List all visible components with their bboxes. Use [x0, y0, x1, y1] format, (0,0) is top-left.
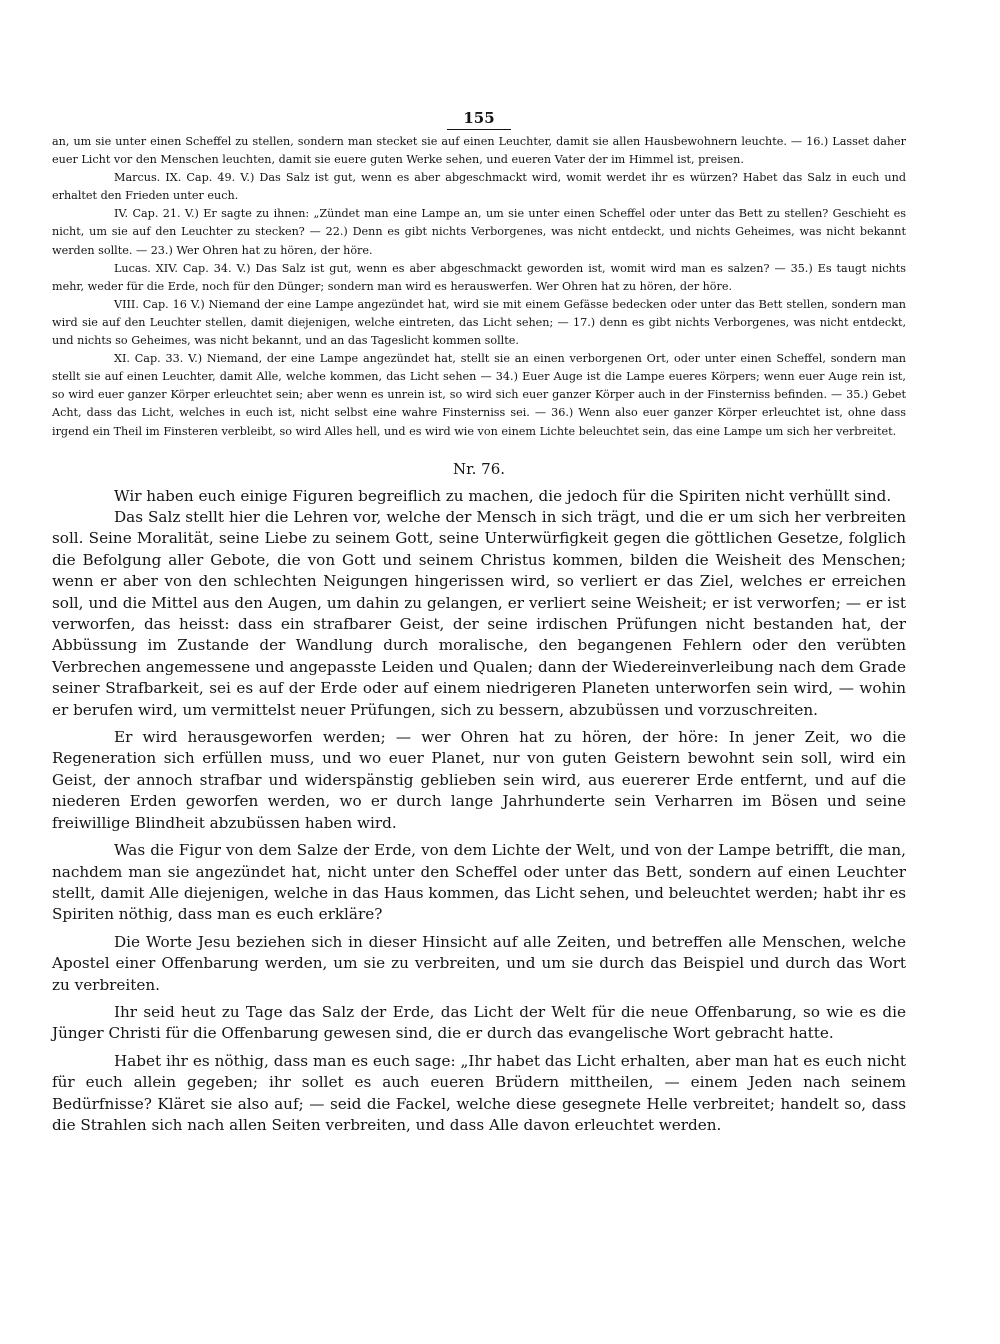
body-text: [52, 486, 906, 1137]
note-paragraph: Lucas. XIV. Cap. 34. V.) Das Salz ist gut, wenn es aber abgeschmackt geworden ist, womit wird man es salzen? — 35.) Es taugt nichts mehr, weder für die Erde, noch für den Dünger; sondern man wird es herauswerfen. Wer Ohren hat zu hören, der höre.: [52, 261, 906, 293]
body-paragraph: Ihr seid heut zu Tage das Salz der Erde, das Licht der Welt für die neue Offenbarung, so wie es die Jünger Christi für die Offenbarung gewesen sind, die er durch das evangelische Wort gebracht hatte.: [52, 1002, 906, 1043]
note-paragraph: Marcus. IX. Cap. 49. V.) Das Salz ist gut, wenn es aber abgeschmackt wird, womit werdet ihr es würzen? Habet das Salz in euch und erhaltet den Frieden unter euch.: [52, 171, 906, 203]
body-paragraph: Das Salz stellt hier die Lehren vor, welche der Mensch in sich trägt, und die er um sich her verbreiten soll. Seine Moralität, seine Liebe zu seinem Gott, seine Unterwürfigkeit gegen die göttlichen Gesetze, folglich die Befolgung aller Gebote, die von Gott und seinem Christus kommen, bilden die Weisheit des Menschen; wenn er aber von den schlechten Neigungen hingerissen wird, so verliert er das Ziel, welches er erreichen soll, und die Mittel aus den Augen, um dahin zu gelangen, er verliert seine Weisheit; er ist verworfen; — er ist verworfen, das heisst: dass ein strafbarer Geist, der seine irdischen Prüfungen nicht bestanden hat, der Abbüssung im Zustande der Wandlung durch moralische, den begangenen Fehlern oder den verübten Verbrechen angemessene und angepasste Leiden und Qualen; dann der Wiedereinverleibung nach dem Grade seiner Strafbarkeit, sei es auf der Erde oder auf einem niedrigeren Planeten unterworfen sein wird, — wohin er berufen wird, um vermittelst neuer Prüfungen, sich zu bessern, abzubüssen und vorzuschreiten.: [52, 508, 906, 719]
body-paragraph: Habet ihr es nöthig, dass man es euch sage: „Ihr habet das Licht erhalten, aber man hat es euch nicht für euch allein gegeben; ihr sollet es auch eueren Brüdern mittheilen, — einem Jeden nach seinem Bedürfnisse? Kläret sie also auf; — seid die Fackel, welche diese gesegnete Helle verbreitet; handelt so, dass die Strahlen sich nach allen Seiten verbreiten, und dass Alle davon erleuchtet werden.: [52, 1051, 906, 1134]
note-paragraph: IV. Cap. 21. V.) Er sagte zu ihnen: „Zündet man eine Lampe an, um sie unter einen Scheffel oder unter das Bett zu stellen? Geschieht es nicht, um sie auf den Leuchter zu stecken? — 22.) Denn es gibt nichts Verborgenes, was nicht entdeckt, und nichts Geheimes, was nicht bekannt werden sollte. — 23.) Wer Ohren hat zu hören, der höre.: [52, 207, 906, 257]
note-paragraph: VIII. Cap. 16 V.) Niemand der eine Lampe angezündet hat, wird sie mit einem Gefässe bedecken oder unter das Bett stellen, sondern man wird sie auf den Leuchter stellen, damit diejenigen, welche eintreten, das Licht sehen; — 17.) denn es gibt nichts Verborgenes, was nicht entdeckt, und nichts so Geheimes, was nicht bekannt, und an das Tageslicht kommen sollte.: [52, 297, 906, 348]
page-number: 155: [52, 108, 906, 130]
body-paragraph: Wir haben euch einige Figuren begreiflich zu machen, die jedoch für die Spiriten nicht verhüllt sind.: [114, 486, 892, 505]
section-title: Nr. 76.: [452, 459, 506, 478]
body-paragraph: Was die Figur von dem Salze der Erde, von dem Lichte der Welt, und von der Lampe betrifft, die man, nachdem man sie angezündet hat, nicht unter den Scheffel oder unter das Bett, sondern auf einen Leuchter stellt, damit Alle diejenigen, welche in das Haus kommen, das Licht sehen, und beleuchtet werden; habt ihr es Spiriten nöthig, dass man es euch erkläre?: [52, 841, 906, 924]
note-paragraph: an, um sie unter einen Scheffel zu stellen, sondern man stecket sie auf einen Leuchter, damit sie allen Hausbewohnern leuchte. — 16.) Lasset daher euer Licht vor den Menschen leuchten, damit sie euere guten Werke sehen, und eueren Vater der im Himmel ist, preisen.: [52, 135, 906, 167]
body-paragraph: Die Worte Jesu beziehen sich in dieser Hinsicht auf alle Zeiten, und betreffen alle Menschen, welche Apostel einer Offenbarung werden, um sie zu verbreiten, und um sie durch das Beispiel und durch das Wort zu verbreiten.: [52, 932, 906, 994]
note-paragraph: XI. Cap. 33. V.) Niemand, der eine Lampe angezündet hat, stellt sie an einen verborgenen Ort, oder unter einen Scheffel, sondern man stellt sie auf einen Leuchter, damit Alle, welche kommen, das Licht sehen — 34.) Euer Auge ist die Lampe eueres Körpers; wenn euer Auge rein ist, so wird euer ganzer Körper erleuchtet sein; aber wenn es unrein ist, so wird sich euer ganzer Körper auch in der Finsterniss befinden. — 35.) Gebet Acht, dass das Licht, welches in euch ist, nicht selbst eine wahre Finsterniss sei. — 36.) Wenn also euer ganzer Körper erleuchtet ist, ohne dass irgend ein Theil im Finsteren verbleibt, so wird Alles hell, und es wird wie von einem Lichte beleuchtet sein, das eine Lampe um sich her verbreitet.: [52, 352, 906, 438]
scripture-notes: [52, 133, 906, 441]
body-paragraph: Er wird herausgeworfen werden; — wer Ohren hat zu hören, der höre: In jener Zeit, wo die Regeneration sich erfüllen muss, und wo euer Planet, nur von guten Geistern bewohnt sein soll, wird ein Geist, der annoch strafbar und widerspänstig geblieben sein wird, aus euererer Erde entfernt, und auf die niederen Erden geworfen werden, wo er durch lange Jahrhunderte sein Verharren im Bösen und seine freiwillige Blindheit abzubüssen haben wird.: [52, 728, 906, 832]
